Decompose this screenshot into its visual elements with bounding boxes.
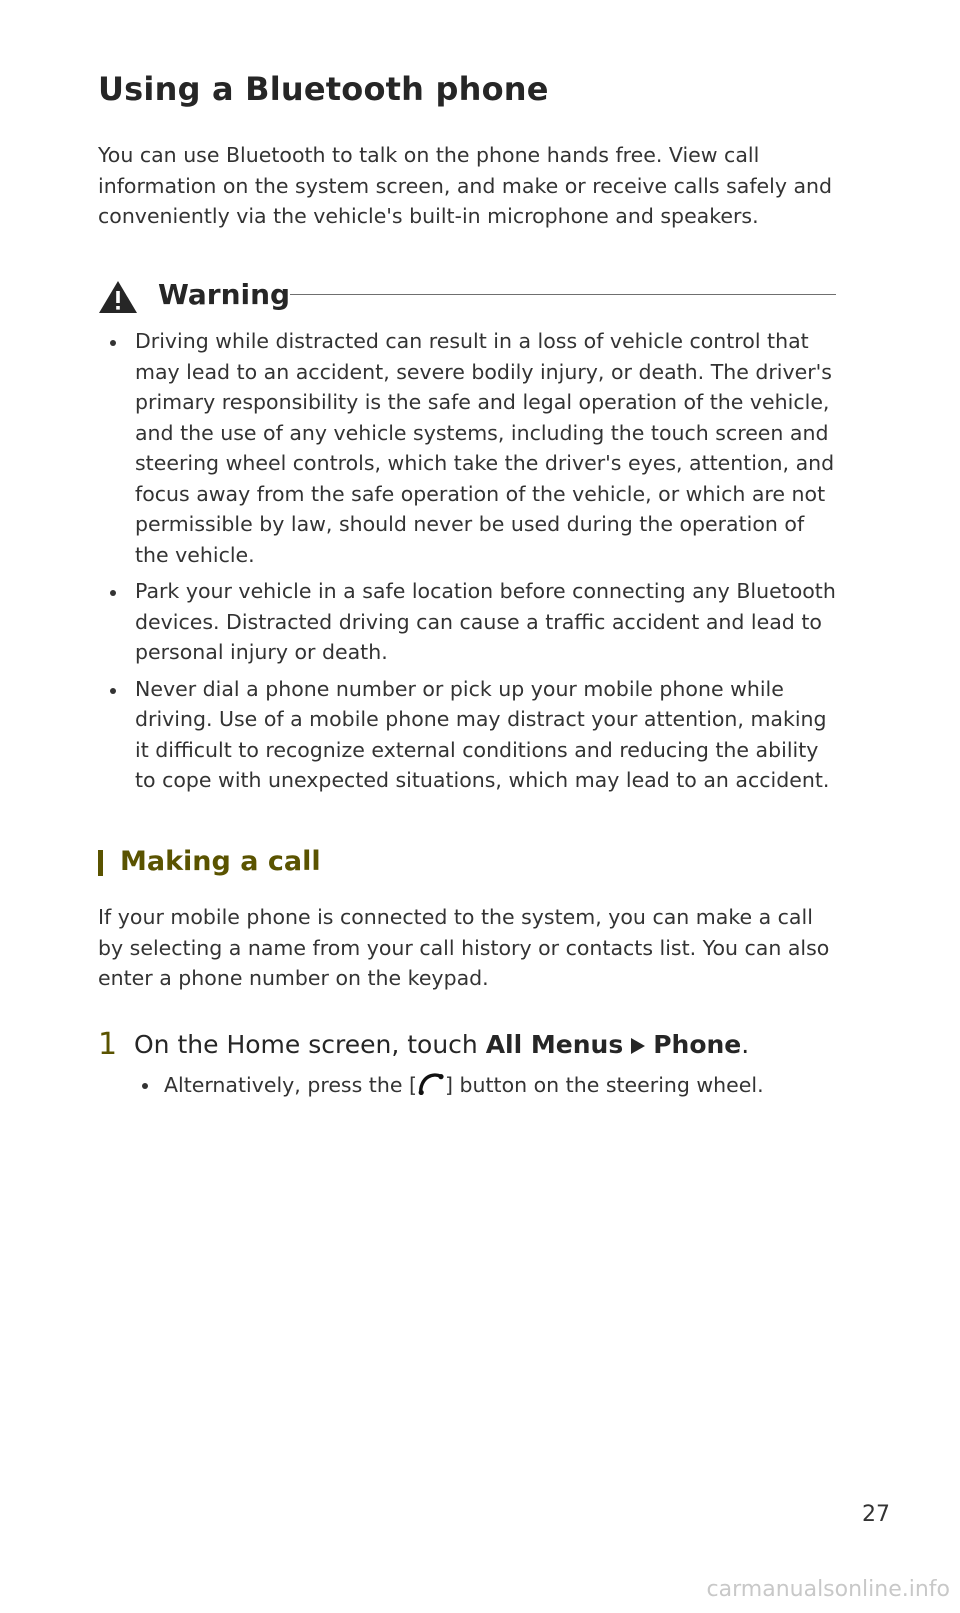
- step-target: Phone: [653, 1030, 742, 1059]
- warning-list: [98, 326, 838, 802]
- watermark: carmanualsonline.info: [706, 1577, 950, 1602]
- step-1: [98, 1026, 858, 1066]
- step-menu: All Menus: [485, 1030, 624, 1059]
- step-text: [134, 1028, 749, 1062]
- bullet-icon: [142, 1083, 148, 1089]
- page-number: 27: [862, 1502, 890, 1527]
- step-sub-bullet: [134, 1070, 884, 1101]
- step-number: 1: [98, 1027, 118, 1062]
- warning-item-text: Driving while distracted can result in a loss of vehicle control that may lead to an accident, severe bodily injury, or death. The driver's primary responsibility is the safe and legal operation of the vehicle, and the use of any vehicle systems, including the touch screen and steering wheel controls, which take the driver's eyes, attention, and focus away from the safe operation of the vehicle, or which are not permissible by law, should never be used during the operation of the vehicle.: [135, 329, 835, 567]
- bullet-icon: [110, 340, 116, 346]
- section-title: Making a call: [120, 846, 321, 877]
- warning-item: [98, 326, 838, 570]
- phone-call-icon: [417, 1073, 445, 1095]
- sub-bullet-after: ] button on the steering wheel.: [444, 1073, 764, 1097]
- section-marker: [98, 850, 103, 876]
- warning-triangle-icon: [98, 280, 138, 314]
- warning-item: [98, 576, 838, 668]
- bullet-icon: [110, 590, 116, 596]
- warning-header: [98, 276, 838, 316]
- page-title: Using a Bluetooth phone: [98, 70, 549, 108]
- arrow-right-icon: [631, 1038, 645, 1054]
- sub-bullet-before: Alternatively, press the [: [164, 1073, 417, 1097]
- intro-paragraph: You can use Bluetooth to talk on the phone hands free. View call information on the system screen, and make or receive calls safely and conveniently via the vehicle's built-in microphone and speakers.: [98, 143, 833, 228]
- step-prefix: On the Home screen, touch: [134, 1030, 486, 1059]
- step-suffix: .: [741, 1030, 750, 1059]
- warning-item: [98, 674, 838, 796]
- section-paragraph: If your mobile phone is connected to the system, you can make a call by selecting a name from your call history or contacts list. You can also enter a phone number on the keypad.: [98, 905, 830, 990]
- bullet-icon: [110, 688, 116, 694]
- warning-divider: [290, 294, 836, 295]
- warning-item-text: Park your vehicle in a safe location before connecting any Bluetooth devices. Distracted driving can cause a traffic accident and lead to personal injury or death.: [135, 579, 836, 664]
- warning-item-text: Never dial a phone number or pick up your mobile phone while driving. Use of a mobile phone may distract your attention, making it difficult to recognize external conditions and reducing the ability to cope with unexpected situations, which may lead to an accident.: [135, 676, 830, 792]
- warning-title: Warning: [158, 278, 291, 311]
